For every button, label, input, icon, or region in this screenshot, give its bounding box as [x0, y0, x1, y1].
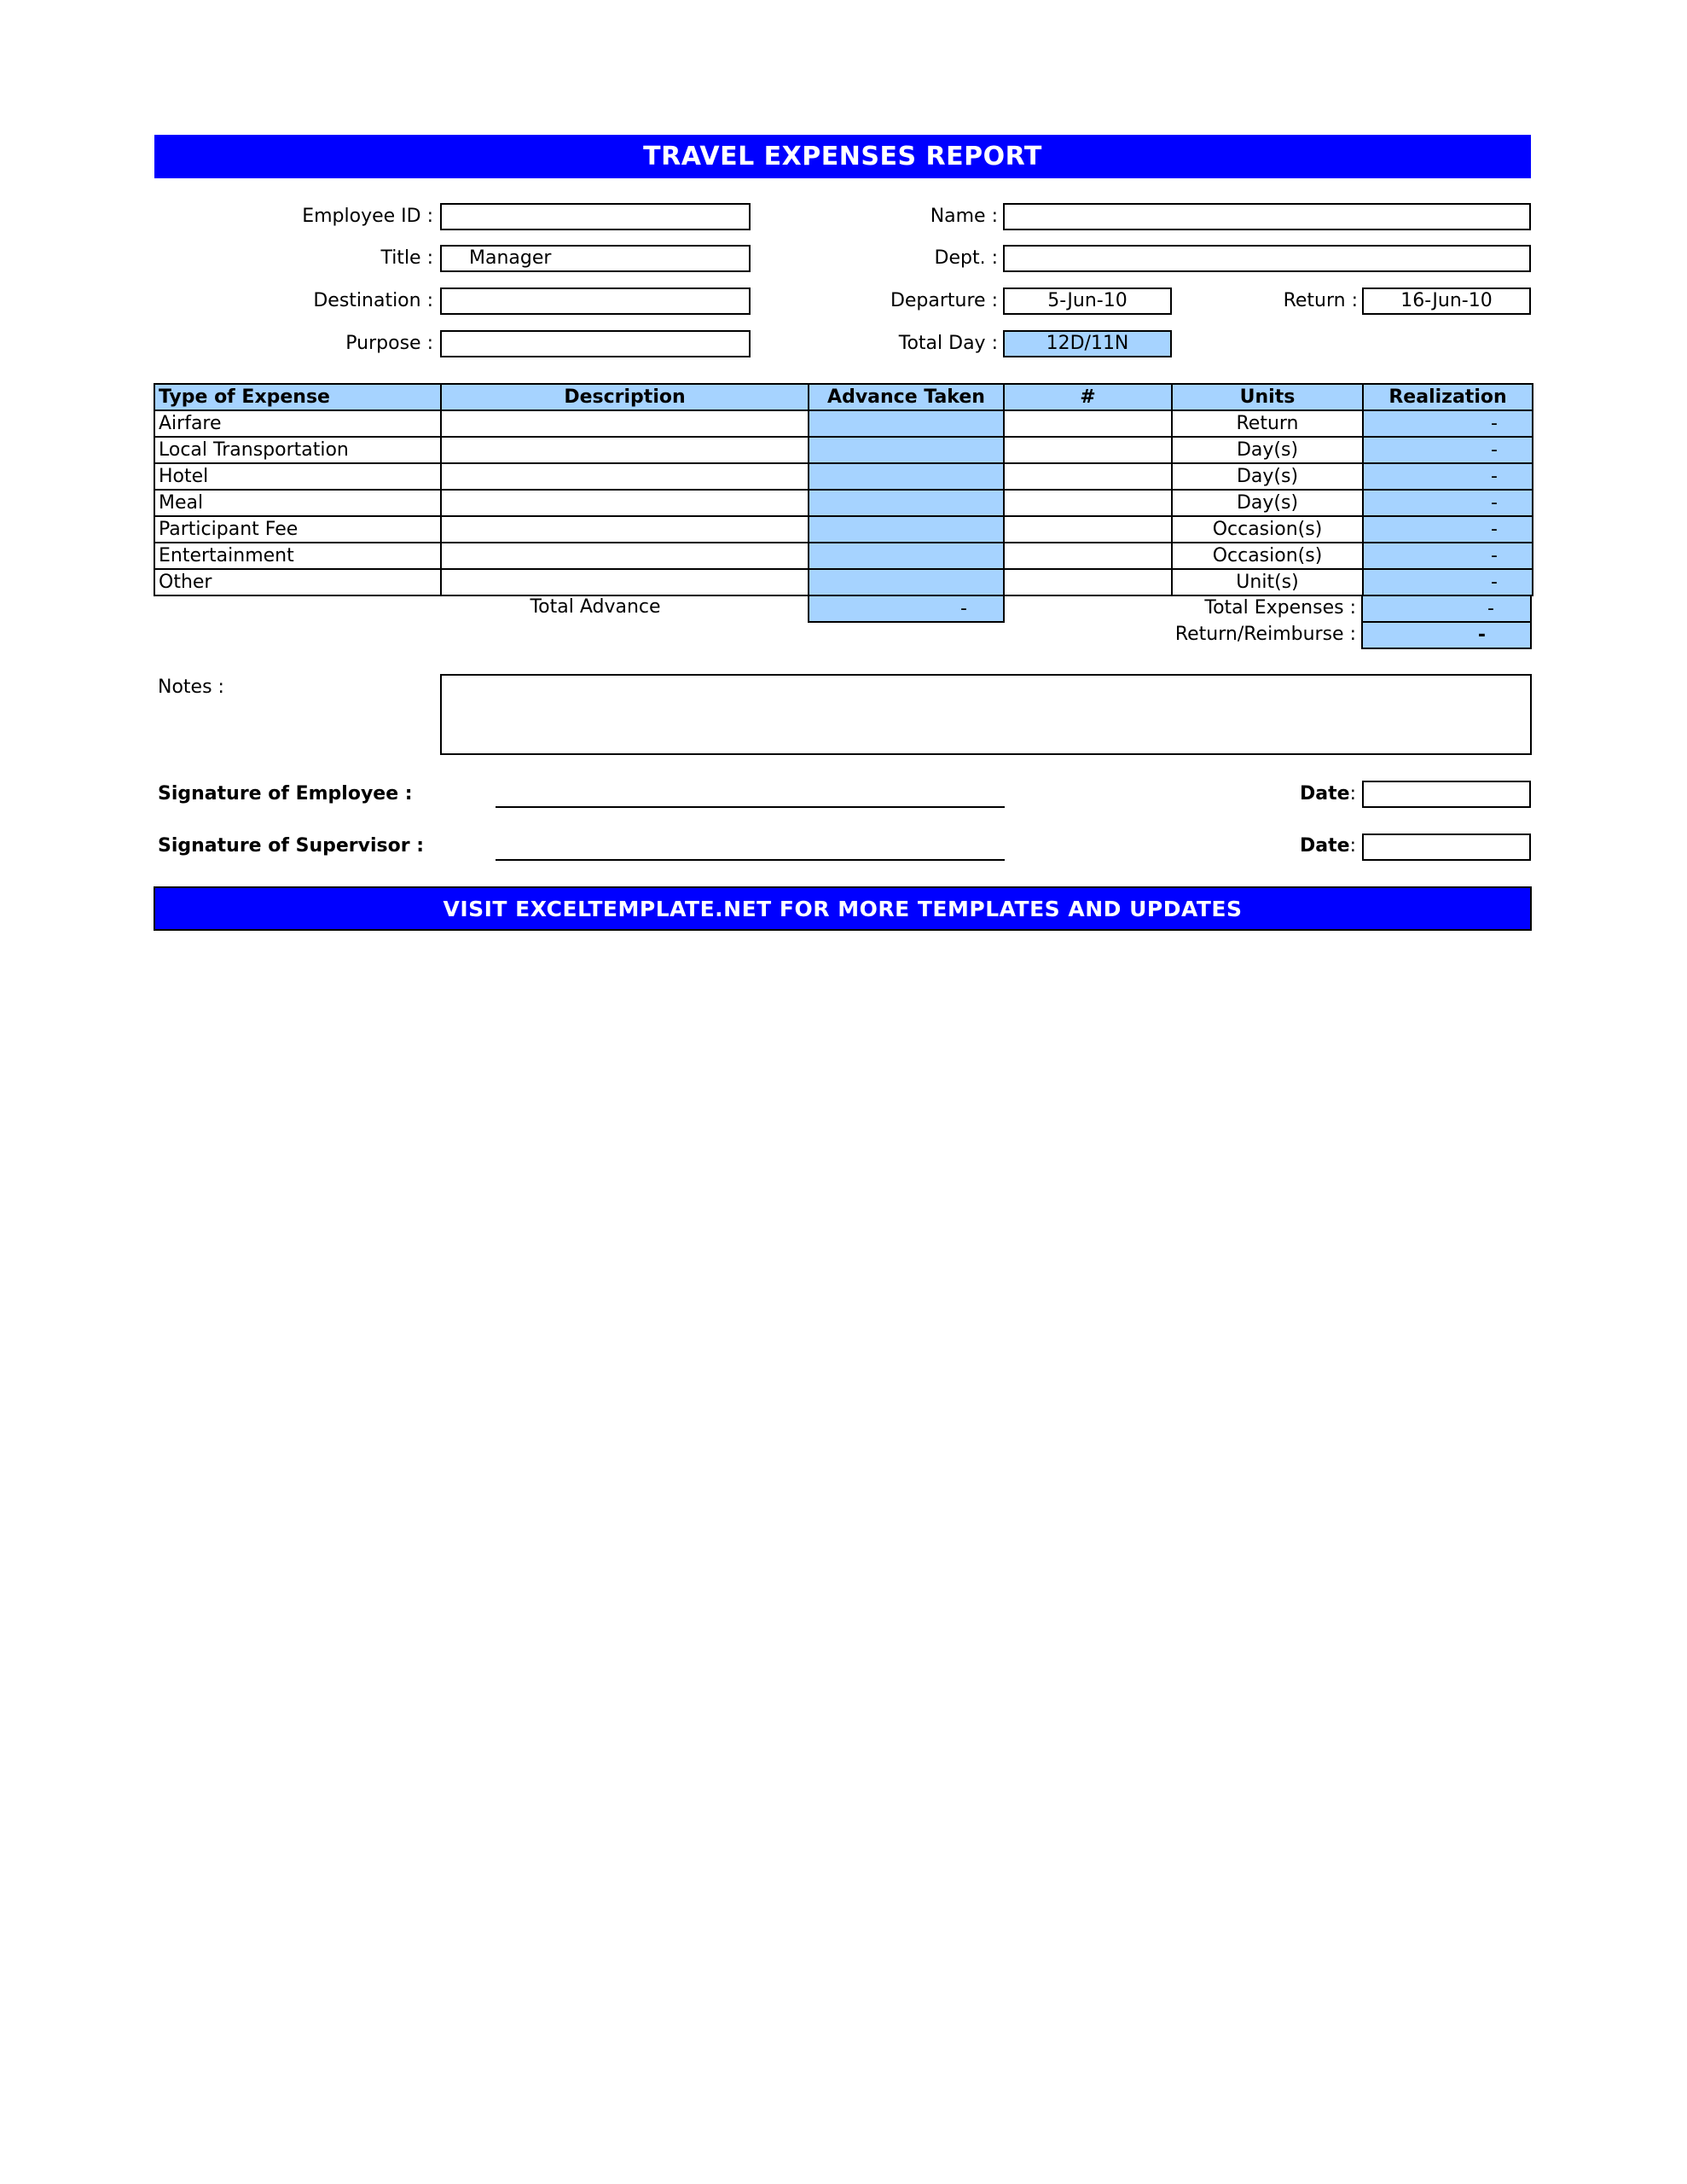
destination-label: Destination :	[313, 290, 433, 311]
advance-cell[interactable]	[809, 490, 1004, 516]
table-row	[154, 437, 1533, 463]
expense-table	[154, 383, 1533, 596]
count-cell[interactable]	[1004, 437, 1172, 463]
table-row	[154, 516, 1533, 543]
count-cell[interactable]	[1004, 543, 1172, 569]
advance-cell[interactable]	[809, 437, 1004, 463]
total-day-label: Total Day :	[898, 333, 998, 354]
units-cell: Occasion(s)	[1172, 543, 1363, 569]
expense-type: Hotel	[154, 463, 441, 490]
description-cell[interactable]	[441, 569, 809, 595]
notes-field[interactable]	[440, 674, 1532, 755]
table-header-row	[154, 384, 1533, 410]
total-expenses-label: Total Expenses :	[1204, 597, 1356, 619]
col-units-header: Units	[1172, 384, 1363, 410]
purpose-label: Purpose :	[345, 333, 433, 354]
description-cell[interactable]	[441, 410, 809, 437]
advance-cell[interactable]	[809, 463, 1004, 490]
count-cell[interactable]	[1004, 463, 1172, 490]
units-cell: Day(s)	[1172, 490, 1363, 516]
col-description-header: Description	[441, 384, 809, 410]
supervisor-date-label	[1194, 834, 1356, 859]
date-label-colon: :	[1349, 783, 1356, 804]
col-count-header: #	[1004, 384, 1172, 410]
description-cell[interactable]	[441, 516, 809, 543]
report-title: TRAVEL EXPENSES REPORT	[154, 135, 1531, 178]
advance-cell[interactable]	[809, 516, 1004, 543]
destination-field[interactable]	[440, 288, 751, 315]
return-reimburse-value: -	[1361, 621, 1532, 649]
return-reimburse-label: Return/Reimburse :	[1174, 624, 1356, 645]
title-field[interactable]: Manager	[440, 245, 751, 272]
units-cell: Unit(s)	[1172, 569, 1363, 595]
table-row	[154, 463, 1533, 490]
employee-date-field[interactable]	[1362, 781, 1531, 808]
purpose-field[interactable]	[440, 330, 751, 357]
table-row	[154, 569, 1533, 595]
units-cell: Return	[1172, 410, 1363, 437]
total-advance-label: Total Advance	[530, 596, 661, 618]
realization-cell: -	[1363, 569, 1533, 595]
description-cell[interactable]	[441, 490, 809, 516]
employee-id-label: Employee ID :	[302, 206, 433, 227]
supervisor-signature-line[interactable]	[496, 859, 1005, 861]
advance-cell[interactable]	[809, 410, 1004, 437]
date-label-text: Date	[1300, 783, 1350, 804]
date-label-text: Date	[1300, 835, 1350, 857]
title-label: Title :	[380, 247, 433, 269]
expense-type: Other	[154, 569, 441, 595]
advance-cell[interactable]	[809, 569, 1004, 595]
realization-cell: -	[1363, 463, 1533, 490]
units-cell: Day(s)	[1172, 437, 1363, 463]
table-row	[154, 543, 1533, 569]
name-label: Name :	[930, 206, 998, 227]
count-cell[interactable]	[1004, 516, 1172, 543]
table-row	[154, 490, 1533, 516]
table-row	[154, 410, 1533, 437]
employee-id-field[interactable]	[440, 203, 751, 230]
count-cell[interactable]	[1004, 569, 1172, 595]
total-day-value: 12D/11N	[1003, 330, 1172, 357]
expense-type: Participant Fee	[154, 516, 441, 543]
expense-type: Local Transportation	[154, 437, 441, 463]
expense-type: Airfare	[154, 410, 441, 437]
name-field[interactable]	[1003, 203, 1531, 230]
realization-cell: -	[1363, 437, 1533, 463]
footer-link-banner[interactable]: VISIT EXCELTEMPLATE.NET FOR MORE TEMPLATES AND UPDATES	[154, 886, 1532, 931]
description-cell[interactable]	[441, 463, 809, 490]
description-cell[interactable]	[441, 437, 809, 463]
departure-field[interactable]: 5-Jun-10	[1003, 288, 1172, 315]
units-cell: Day(s)	[1172, 463, 1363, 490]
col-type-header: Type of Expense	[154, 384, 441, 410]
departure-label: Departure :	[890, 290, 998, 311]
expense-type: Entertainment	[154, 543, 441, 569]
employee-signature-label: Signature of Employee :	[158, 783, 413, 804]
return-label: Return :	[1283, 290, 1358, 311]
total-advance-value: -	[808, 595, 1005, 623]
units-cell: Occasion(s)	[1172, 516, 1363, 543]
employee-date-label	[1194, 781, 1356, 807]
col-realization-header: Realization	[1363, 384, 1533, 410]
supervisor-date-field[interactable]	[1362, 834, 1531, 861]
date-label-colon: :	[1349, 835, 1356, 857]
count-cell[interactable]	[1004, 410, 1172, 437]
realization-cell: -	[1363, 543, 1533, 569]
notes-label: Notes :	[158, 677, 224, 698]
return-field[interactable]: 16-Jun-10	[1362, 288, 1531, 315]
description-cell[interactable]	[441, 543, 809, 569]
dept-field[interactable]	[1003, 245, 1531, 272]
advance-cell[interactable]	[809, 543, 1004, 569]
dept-label: Dept. :	[934, 247, 998, 269]
count-cell[interactable]	[1004, 490, 1172, 516]
total-expenses-value: -	[1361, 595, 1532, 623]
realization-cell: -	[1363, 410, 1533, 437]
supervisor-signature-label: Signature of Supervisor :	[158, 835, 425, 857]
realization-cell: -	[1363, 516, 1533, 543]
expense-type: Meal	[154, 490, 441, 516]
realization-cell: -	[1363, 490, 1533, 516]
employee-signature-line[interactable]	[496, 806, 1005, 808]
col-advance-header: Advance Taken	[809, 384, 1004, 410]
